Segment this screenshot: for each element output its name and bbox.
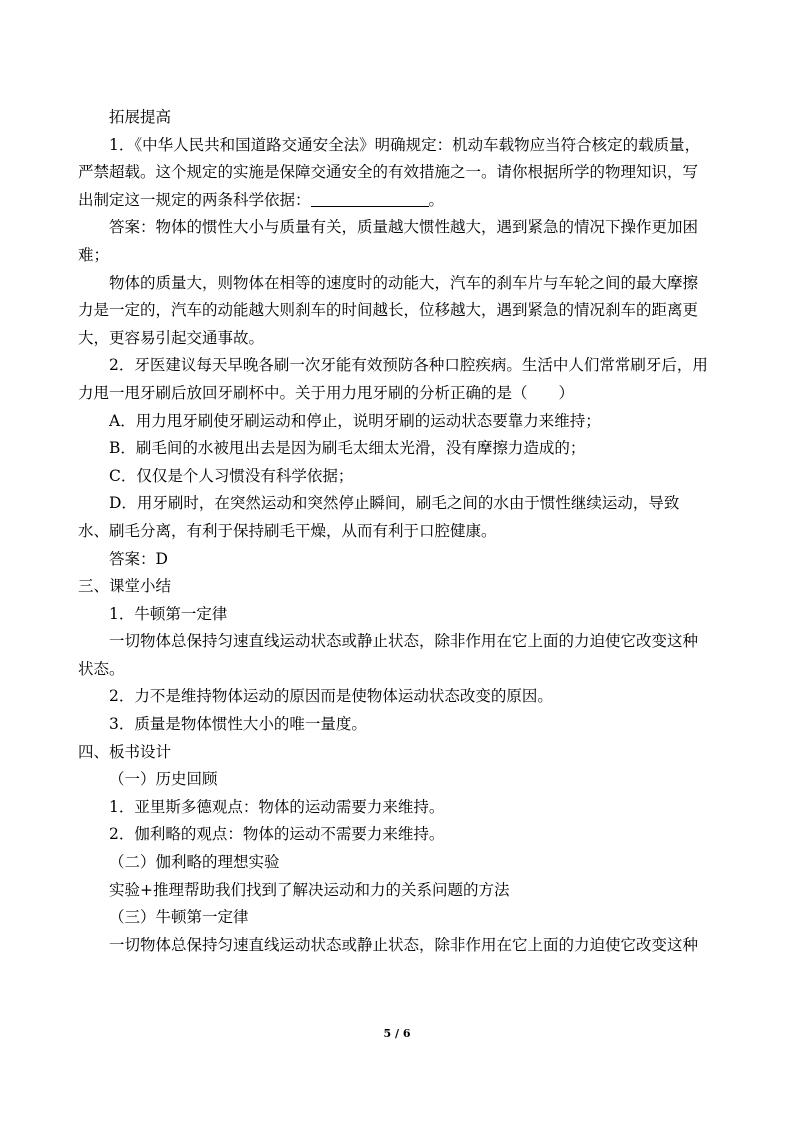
question-1-line [78,187,718,215]
question-1-line: 严禁超载。这个规定的实施是保障交通安全的有效措施之一。请你根据所学的物理知识，写 [78,163,699,182]
summary-item-3: 3．质量是物体惯性大小的唯一量度。 [109,715,367,734]
board-subheading-1: （一）历史回顾 [109,770,218,789]
option-b: B．刷毛间的水被甩出去是因为刷毛太细太光滑，没有摩擦力造成的； [109,439,586,458]
question-1-end: 。 [428,190,445,209]
summary-text-line: 状态。 [78,659,125,678]
section-title: 拓展提高 [109,108,172,126]
board-item: 一切物体总保持匀速直线运动状态或静止状态，除非作用在它上面的力迫使它改变这种 [109,935,699,954]
board-item: 1．亚里斯多德观点：物体的运动需要力来维持。 [109,797,445,816]
option-d: D．用牙刷时，在突然运动和突然停止瞬间，刷毛之间的水由于惯性继续运动，导致 [109,494,680,513]
option-a: A．用力甩牙刷使牙刷运动和停止，说明牙刷的运动状态要靠力来维持； [109,411,601,430]
summary-text-line: 一切物体总保持匀速直线运动状态或静止状态，除非作用在它上面的力迫使它改变这种 [109,632,699,651]
question-2-line: 力甩一甩牙刷后放回牙刷杯中。关于用力甩牙刷的分析正确的是（ ） [78,383,575,402]
option-d-cont: 水、刷毛分离，有利于保持刷毛干燥，从而有利于口腔健康。 [78,521,497,540]
question-1-line: 1．《中华人民共和国道路交通安全法》明确规定：机动车载物应当符合核定的载质量， [109,135,701,154]
page-content [78,104,718,959]
heading-summary: 三、课堂小结 [78,577,172,596]
answer-1b-line: 大，更容易引起交通事故。 [78,328,265,347]
summary-item-2: 2．力不是维持物体运动的原因而是使物体运动状态改变的原因。 [109,687,553,706]
heading-board-design: 四、板书设计 [78,742,172,761]
answer-2: 答案：D [109,549,168,568]
board-item: 2．伽利略的观点：物体的运动不需要力来维持。 [109,825,445,844]
answer-1b-line: 力是一定的，汽车的动能越大则刹车的时间越长，位移越大，遇到紧急的情况刹车的距离更 [78,301,699,320]
answer-blank [311,190,429,207]
answer-1b-line: 物体的质量大，则物体在相等的速度时的动能大，汽车的刹车片与车轮之间的最大摩擦 [109,273,699,292]
page-number: 5 / 6 [383,1027,411,1040]
answer-1-line: 难； [78,245,110,264]
board-subheading-3: （三）牛顿第一定律 [109,908,249,927]
option-c: C．仅仅是个人习惯没有科学依据； [109,466,354,485]
board-item: 实验+推理帮助我们找到了解决运动和力的关系问题的方法 [109,880,510,899]
question-2-line: 2．牙医建议每天早晚各刷一次牙能有效预防各种口腔疾病。生活中人们常常刷牙后，用 [109,356,708,375]
board-subheading-2: （二）伽利略的理想实验 [109,853,280,872]
summary-item-1: 1．牛顿第一定律 [109,604,228,623]
question-1-text: 出制定这一规定的两条科学依据： [78,190,311,209]
answer-1-line: 答案：物体的惯性大小与质量有关，质量越大惯性越大，遇到紧急的情况下操作更加困 [109,218,699,237]
